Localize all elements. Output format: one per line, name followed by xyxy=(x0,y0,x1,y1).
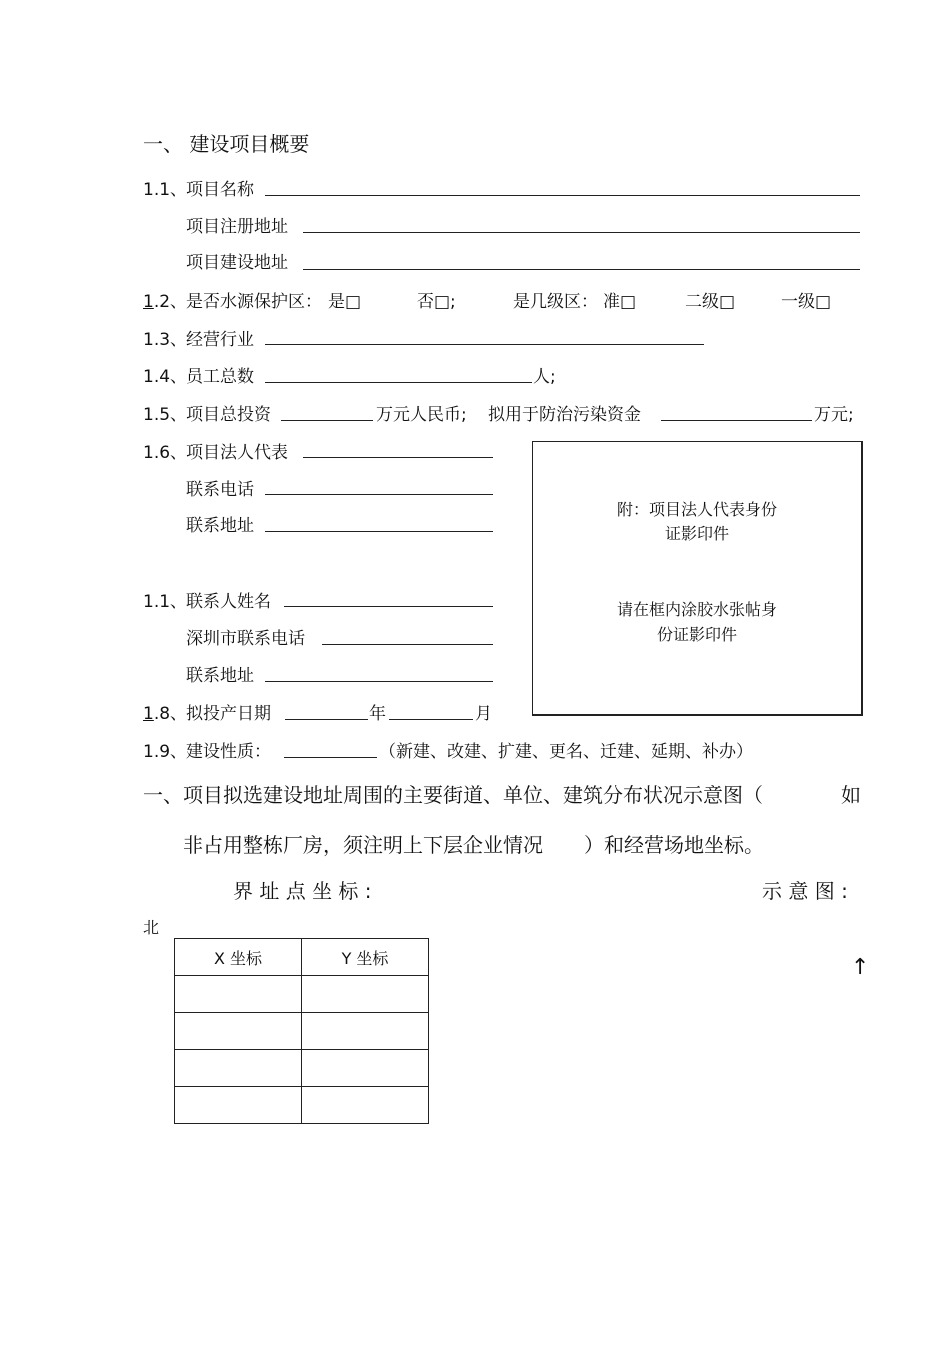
reg-address-field[interactable] xyxy=(303,232,860,233)
item-1-4-number: 1.4、 xyxy=(143,367,188,387)
x-coordinate-cell[interactable] xyxy=(175,1050,302,1087)
section-2-line1: 一、项目拟选建设地址周围的主要街道、单位、建筑分布状况示意图（ xyxy=(143,783,763,807)
water-protection-yes-checkbox[interactable]: 是□ xyxy=(328,292,362,312)
project-name-field[interactable] xyxy=(265,195,860,196)
construction-nature-field[interactable] xyxy=(284,757,377,758)
item-1-3-number: 1.3、 xyxy=(143,330,188,350)
reg-address-label: 项目注册地址 xyxy=(186,217,288,237)
y-coordinate-cell[interactable] xyxy=(302,976,429,1013)
y-coordinate-cell[interactable] xyxy=(302,1087,429,1124)
employee-count-label: 员工总数 xyxy=(186,367,254,387)
id-copy-box xyxy=(532,441,863,716)
start-year-field[interactable] xyxy=(285,719,368,720)
pollution-fund-field[interactable] xyxy=(661,420,812,421)
pollution-fund-label: 拟用于防治污染资金 xyxy=(488,405,641,425)
item-1-1-number: 1.1、 xyxy=(143,180,188,200)
item-1-7-number: 1.1、 xyxy=(143,592,188,612)
id-copy-note-line1: 附：项目法人代表身份 xyxy=(616,500,777,519)
build-address-label: 项目建设地址 xyxy=(186,253,288,273)
legal-rep-phone-label: 联系电话 xyxy=(186,480,254,500)
legal-rep-address-label: 联系地址 xyxy=(186,516,254,536)
total-investment-unit: 万元人民币; xyxy=(376,405,467,425)
zone-level-label: 是几级区： xyxy=(513,292,598,312)
item-1-6-number: 1.6、 xyxy=(143,443,188,463)
total-investment-field[interactable] xyxy=(281,420,373,421)
contact-address-field[interactable] xyxy=(265,681,493,682)
y-coordinate-cell[interactable] xyxy=(302,1050,429,1087)
employee-count-field[interactable] xyxy=(265,382,532,383)
id-copy-note-line2: 证影印件 xyxy=(664,524,729,543)
sketch-heading: 示 意 图 : xyxy=(762,879,848,903)
table-row xyxy=(175,1087,429,1124)
legal-rep-address-field[interactable] xyxy=(265,531,493,532)
section-1-title: 一、 建设项目概要 xyxy=(143,132,310,156)
contact-name-field[interactable] xyxy=(284,606,493,607)
north-arrow-icon: ↑ xyxy=(851,955,870,980)
legal-rep-label: 项目法人代表 xyxy=(186,443,288,463)
construction-nature-label: 建设性质： xyxy=(186,742,271,762)
total-investment-label: 项目总投资 xyxy=(186,405,271,425)
item-1-8-number-a: 1 xyxy=(143,704,154,724)
table-row xyxy=(175,1050,429,1087)
item-1-8-number-b: .8、 xyxy=(153,704,188,724)
project-name-label: 项目名称 xyxy=(186,180,254,200)
item-1-2-number-a: 1 xyxy=(143,292,154,312)
year-label: 年 xyxy=(369,704,386,724)
zone-first-checkbox[interactable]: 一级□ xyxy=(781,292,832,312)
legal-rep-phone-field[interactable] xyxy=(265,494,493,495)
x-coordinate-header: X 坐标 xyxy=(175,939,302,976)
id-copy-instruction-line1: 请在框内涂胶水张帖身 xyxy=(616,600,777,619)
start-month-field[interactable] xyxy=(389,719,473,720)
employee-count-suffix: 人; xyxy=(533,367,556,387)
zone-quasi-checkbox[interactable]: 准□ xyxy=(603,292,637,312)
item-1-9-number: 1.9、 xyxy=(143,742,188,762)
shenzhen-phone-label: 深圳市联系电话 xyxy=(186,629,305,649)
table-row xyxy=(175,1013,429,1050)
month-label: 月 xyxy=(475,704,492,724)
coords-heading: 界 址 点 坐 标 : xyxy=(233,879,372,903)
water-protection-no-checkbox[interactable]: 否□; xyxy=(417,292,456,312)
section-2-line2-end: ）和经营场地坐标。 xyxy=(584,833,764,857)
north-label: 北 xyxy=(143,918,160,937)
shenzhen-phone-field[interactable] xyxy=(322,644,493,645)
build-address-field[interactable] xyxy=(303,269,860,270)
x-coordinate-cell[interactable] xyxy=(175,1087,302,1124)
item-1-5-number: 1.5、 xyxy=(143,405,188,425)
y-coordinate-cell[interactable] xyxy=(302,1013,429,1050)
legal-rep-field[interactable] xyxy=(303,457,493,458)
table-row xyxy=(175,976,429,1013)
water-protection-label: 是否水源保护区： xyxy=(186,292,322,312)
coordinates-table xyxy=(174,938,429,1124)
section-2-line2: 非占用整栋厂房，须注明上下层企业情况 xyxy=(183,833,543,857)
start-date-label: 拟投产日期 xyxy=(186,704,271,724)
y-coordinate-header: Y 坐标 xyxy=(302,939,429,976)
section-2-line1-end: 如 xyxy=(841,783,861,807)
item-1-8-number xyxy=(143,699,187,724)
pollution-fund-unit: 万元; xyxy=(814,405,854,425)
table-header-row xyxy=(175,939,429,976)
contact-name-label: 联系人姓名 xyxy=(186,592,271,612)
x-coordinate-cell[interactable] xyxy=(175,1013,302,1050)
item-1-2-number xyxy=(143,287,187,312)
industry-label: 经营行业 xyxy=(186,330,254,350)
x-coordinate-cell[interactable] xyxy=(175,976,302,1013)
item-1-2-number-b: .2、 xyxy=(153,292,188,312)
construction-nature-options: （新建、改建、扩建、更名、迁建、延期、补办） xyxy=(379,742,753,762)
contact-address-label: 联系地址 xyxy=(186,666,254,686)
industry-field[interactable] xyxy=(265,344,704,345)
id-copy-instruction-line2: 份证影印件 xyxy=(656,625,737,644)
zone-second-checkbox[interactable]: 二级□ xyxy=(685,292,736,312)
